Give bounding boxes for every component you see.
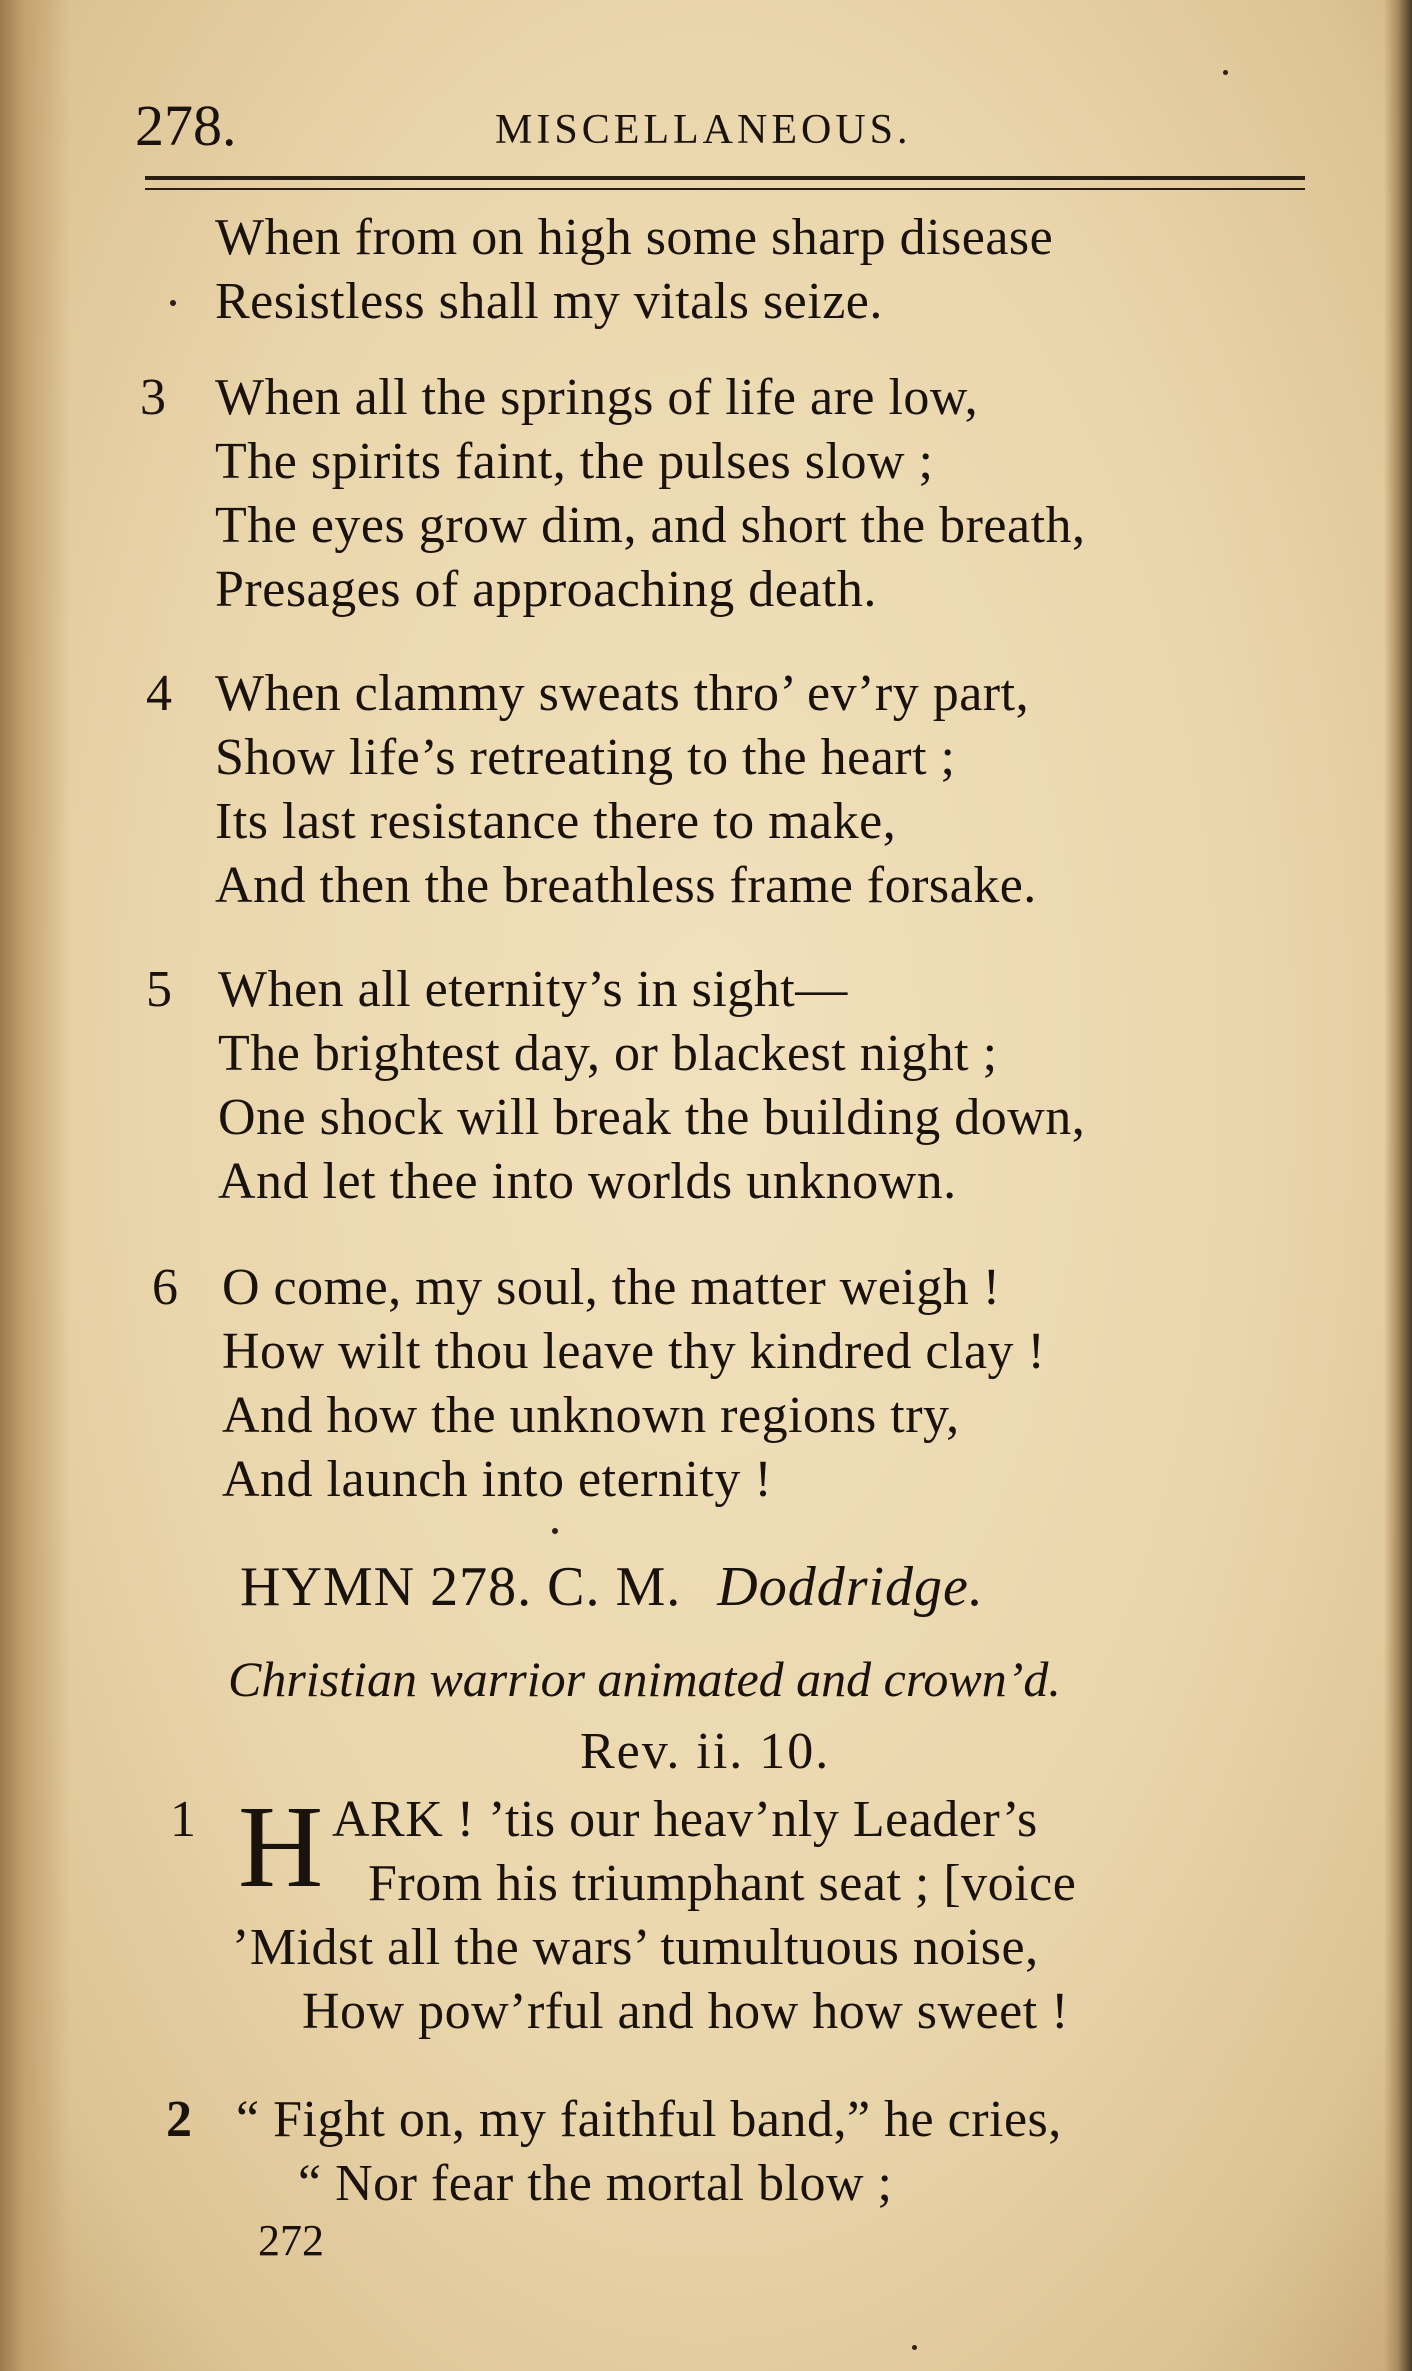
verse-line: ’Midst all the wars’ tumultuous noise, [232, 1919, 1039, 1976]
hymn-number-meter: HYMN 278. C. M. [240, 1556, 682, 1618]
verse-line: ARK ! ’tis our heav’nly Leader’s [332, 1791, 1038, 1848]
running-head: MISCELLANEOUS. [495, 107, 912, 153]
verse-line: Presages of approaching death. [215, 561, 877, 618]
header-rule-thin [145, 188, 1305, 190]
page-number: 278. [135, 93, 237, 158]
scripture-reference: Rev. ii. 10. [580, 1723, 831, 1780]
verse-line: Show life’s retreating to the heart ; [215, 729, 956, 786]
page-header [135, 92, 1315, 162]
verse-line: How wilt thou leave thy kindred clay ! [222, 1323, 1046, 1380]
stanza-number: 4 [146, 665, 172, 722]
ink-speck [912, 2345, 917, 2350]
verse-line: The brightest day, or blackest night ; [218, 1025, 998, 1082]
stanza-number: 1 [170, 1791, 196, 1848]
verse-line: When all eternity’s in sight— [218, 961, 848, 1018]
hymn-subtitle: Christian warrior animated and crown’d. [228, 1651, 1061, 1707]
header-rule-thick [145, 176, 1305, 180]
verse-line: “ Nor fear the mortal blow ; [298, 2155, 893, 2212]
verse-line: And then the breathless frame forsake. [215, 857, 1037, 914]
verse-line: O come, my soul, the matter weigh ! [222, 1259, 1001, 1316]
verse-line: When from on high some sharp disease [215, 209, 1054, 266]
verse-line: And let thee into worlds unknown. [218, 1153, 957, 1210]
stanza-number: 3 [140, 369, 166, 426]
verse-line: When clammy sweats thro’ ev’ry part, [215, 665, 1030, 722]
verse-line: And how the unknown regions try, [222, 1387, 960, 1444]
hymn-title [240, 1555, 984, 1619]
verse-line: The eyes grow dim, and short the breath, [215, 497, 1086, 554]
page-edge-right [1384, 0, 1412, 2371]
verse-line: The spirits faint, the pulses slow ; [215, 433, 934, 490]
verse-line: When all the springs of life are low, [215, 369, 979, 426]
drop-cap: H [238, 1781, 324, 1912]
verse-line: And launch into eternity ! [222, 1451, 773, 1508]
stanza-number: 6 [152, 1259, 178, 1316]
page-edge-left [0, 0, 70, 2371]
verse-line: “ Fight on, my faithful band,” he cries, [236, 2091, 1062, 2148]
verse-line: How pow’rful and how how sweet ! [302, 1983, 1069, 2040]
ink-speck [552, 1528, 558, 1534]
hymn-author: Doddridge. [717, 1556, 984, 1618]
verse-line: Resistless shall my vitals seize. [215, 273, 883, 330]
verse-line: One shock will break the building down, [218, 1089, 1086, 1146]
verse-line: Its last resistance there to make, [215, 793, 897, 850]
verse-line: From his triumphant seat ; [voice [368, 1855, 1077, 1912]
signature-mark: 272 [258, 2216, 324, 2265]
ink-speck [1223, 70, 1228, 75]
stanza-number: 2 [166, 2091, 192, 2148]
stanza-number: 5 [146, 961, 172, 1018]
ink-speck [170, 300, 176, 306]
